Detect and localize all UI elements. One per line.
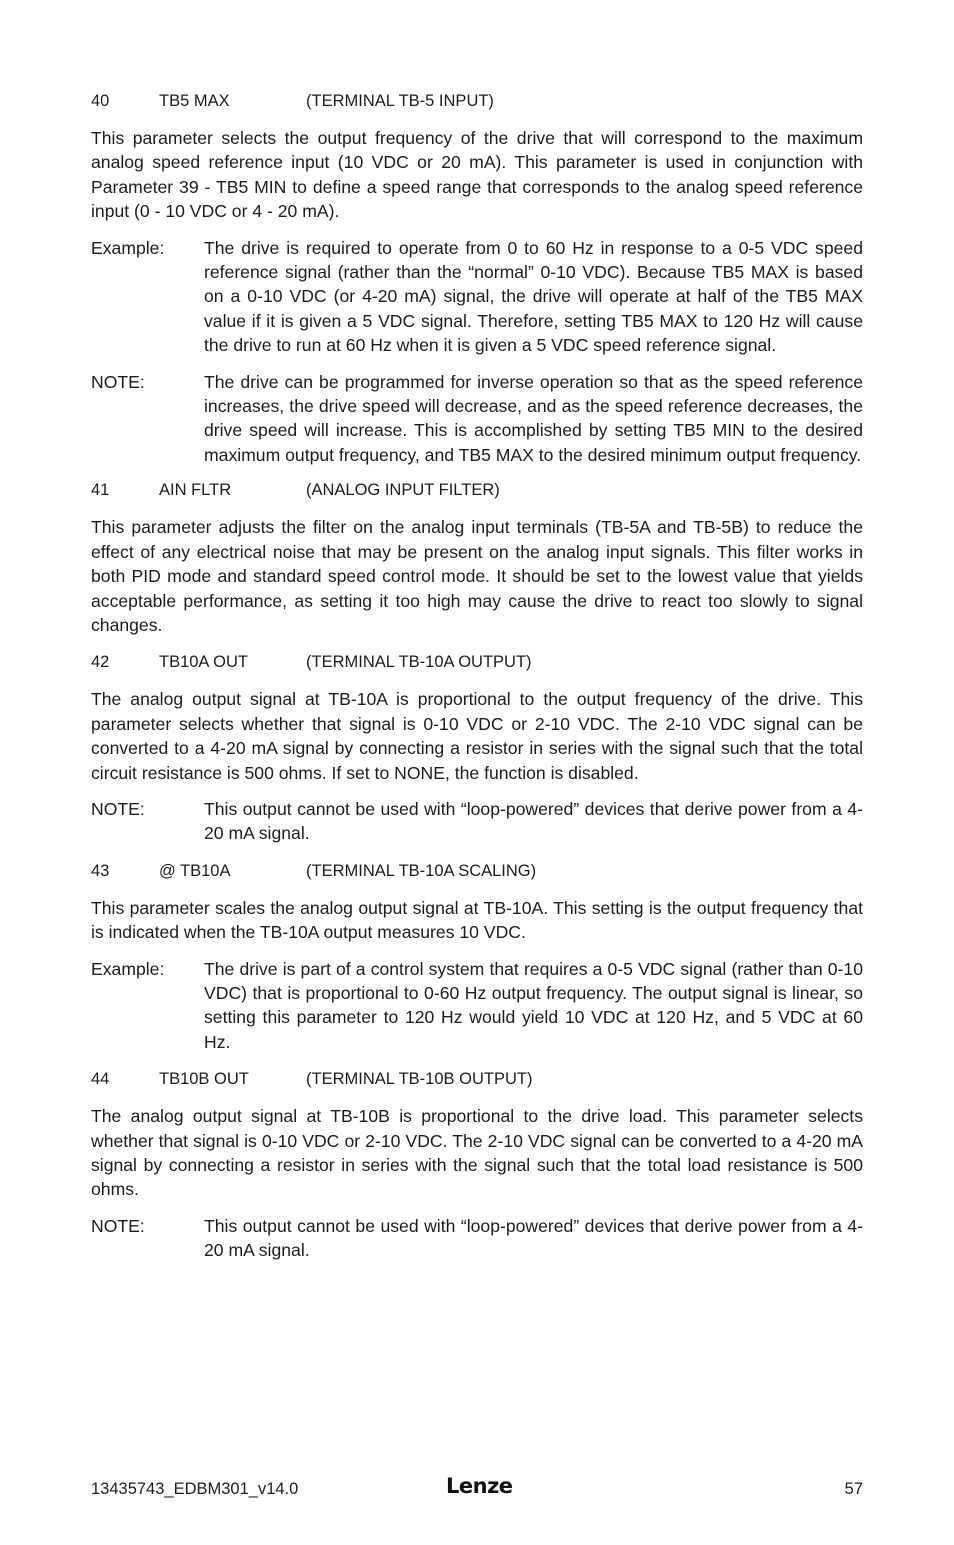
note-text: The drive is part of a control system that requires a 0-5 VDC signal (rather than 0-10 VDC) that is proportional to 0-60 Hz output frequency. The output signal is linear, so setting this parameter to 120 Hz would yield 10 VDC at 120 Hz, and 5 VDC at 60 Hz. xyxy=(204,958,863,1052)
param-number: 42 xyxy=(91,653,110,672)
param-heading xyxy=(91,1068,863,1090)
param-title: (ANALOG INPUT FILTER) xyxy=(306,481,500,500)
param-heading xyxy=(91,860,863,882)
param-code: TB5 MAX xyxy=(159,92,230,110)
param-heading xyxy=(91,651,863,673)
param-heading xyxy=(91,90,863,112)
note-block xyxy=(91,370,863,468)
example-block xyxy=(91,236,863,358)
note-label: Example: xyxy=(91,237,165,258)
param-code: AIN FLTR xyxy=(159,481,232,500)
param-number: 43 xyxy=(91,861,110,880)
param-heading xyxy=(91,479,863,501)
note-block xyxy=(91,1214,863,1263)
param-description: This parameter selects the output frequency of the drive that will correspond to the maximum analog speed reference input (10 VDC or 20 mA). This parameter is used in conjunction with Parameter 39 - TB5 MIN to define a speed range that corresponds to the analog speed reference input (0 - 10 VDC or 4 - 20 mA). xyxy=(91,128,863,222)
param-number: 44 xyxy=(91,1070,110,1089)
note-label: NOTE: xyxy=(91,1215,145,1236)
note-label: Example: xyxy=(91,958,165,979)
param-description: This parameter adjusts the filter on the analog input terminals (TB-5A and TB-5B) to reduce the effect of any electrical noise that may be present on the analog input signals. This filter works in both PID mode and standard speed control mode. It should be set to the lowest value that yields acceptable performance, as setting it too high may cause the drive to react too slowly to signal changes. xyxy=(91,517,863,635)
param-number: 41 xyxy=(91,481,110,500)
param-description: The analog output signal at TB-10A is proportional to the output frequency of the drive. This parameter selects whether that signal is 0-10 VDC or 2-10 VDC. The 2-10 VDC signal can be converted to a 4-20 mA signal by connecting a resistor in series with the signal such that the total circuit resistance is 500 ohms. If set to NONE, the function is disabled. xyxy=(91,689,863,783)
param-description: The analog output signal at TB-10B is proportional to the drive load. This parameter selects whether that signal is 0-10 VDC or 2-10 VDC. The 2-10 VDC signal can be converted to a 4-20 mA signal by connecting a resistor in series with the signal such that the total load resistance is 500 ohms. xyxy=(91,1106,863,1200)
page-number: 57 xyxy=(844,1480,863,1498)
note-text: The drive can be programmed for inverse operation so that as the speed reference increases, the drive speed will decrease, and as the speed reference decreases, the drive speed will increase. This is accomplished by setting TB5 MIN to the desired maximum output frequency, and TB5 MAX to the desired minimum output frequency. xyxy=(204,371,863,465)
param-code: @ TB10A xyxy=(159,861,231,880)
note-text: This output cannot be used with “loop-powered” devices that derive power from a 4-20 mA signal. xyxy=(204,798,863,844)
param-code: TB10A OUT xyxy=(159,653,248,672)
param-number: 40 xyxy=(91,92,110,110)
param-title: (TERMINAL TB-5 INPUT) xyxy=(306,92,494,110)
document-page xyxy=(91,90,863,1263)
param-code: TB10B OUT xyxy=(159,1070,249,1089)
page-footer xyxy=(91,1474,863,1503)
document-id: 13435743_EDBM301_v14.0 xyxy=(91,1480,299,1498)
note-label: NOTE: xyxy=(91,798,145,819)
param-title: (TERMINAL TB-10A OUTPUT) xyxy=(306,653,532,672)
note-text: The drive is required to operate from 0 to 60 Hz in response to a 0-5 VDC speed reference signal (rather than the “normal” 0-10 VDC). Because TB5 MAX is based on a 0-10 VDC (or 4-20 mA) signal, the drive will operate at half of the TB5 MAX value if it is given a 5 VDC signal. Therefore, setting TB5 MAX to 120 Hz will cause the drive to run at 60 Hz when it is given a 5 VDC speed reference signal. xyxy=(204,237,863,356)
example-block xyxy=(91,957,863,1055)
note-text: This output cannot be used with “loop-powered” devices that derive power from a 4-20 mA signal. xyxy=(204,1215,863,1261)
note-block xyxy=(91,797,863,846)
param-title: (TERMINAL TB-10A SCALING) xyxy=(306,861,537,880)
note-label: NOTE: xyxy=(91,371,145,392)
param-title: (TERMINAL TB-10B OUTPUT) xyxy=(306,1070,533,1089)
param-description: This parameter scales the analog output signal at TB-10A. This setting is the output frequency that is indicated when the TB-10A output measures 10 VDC. xyxy=(91,897,863,943)
lenze-logo: Lenze xyxy=(446,1474,513,1498)
